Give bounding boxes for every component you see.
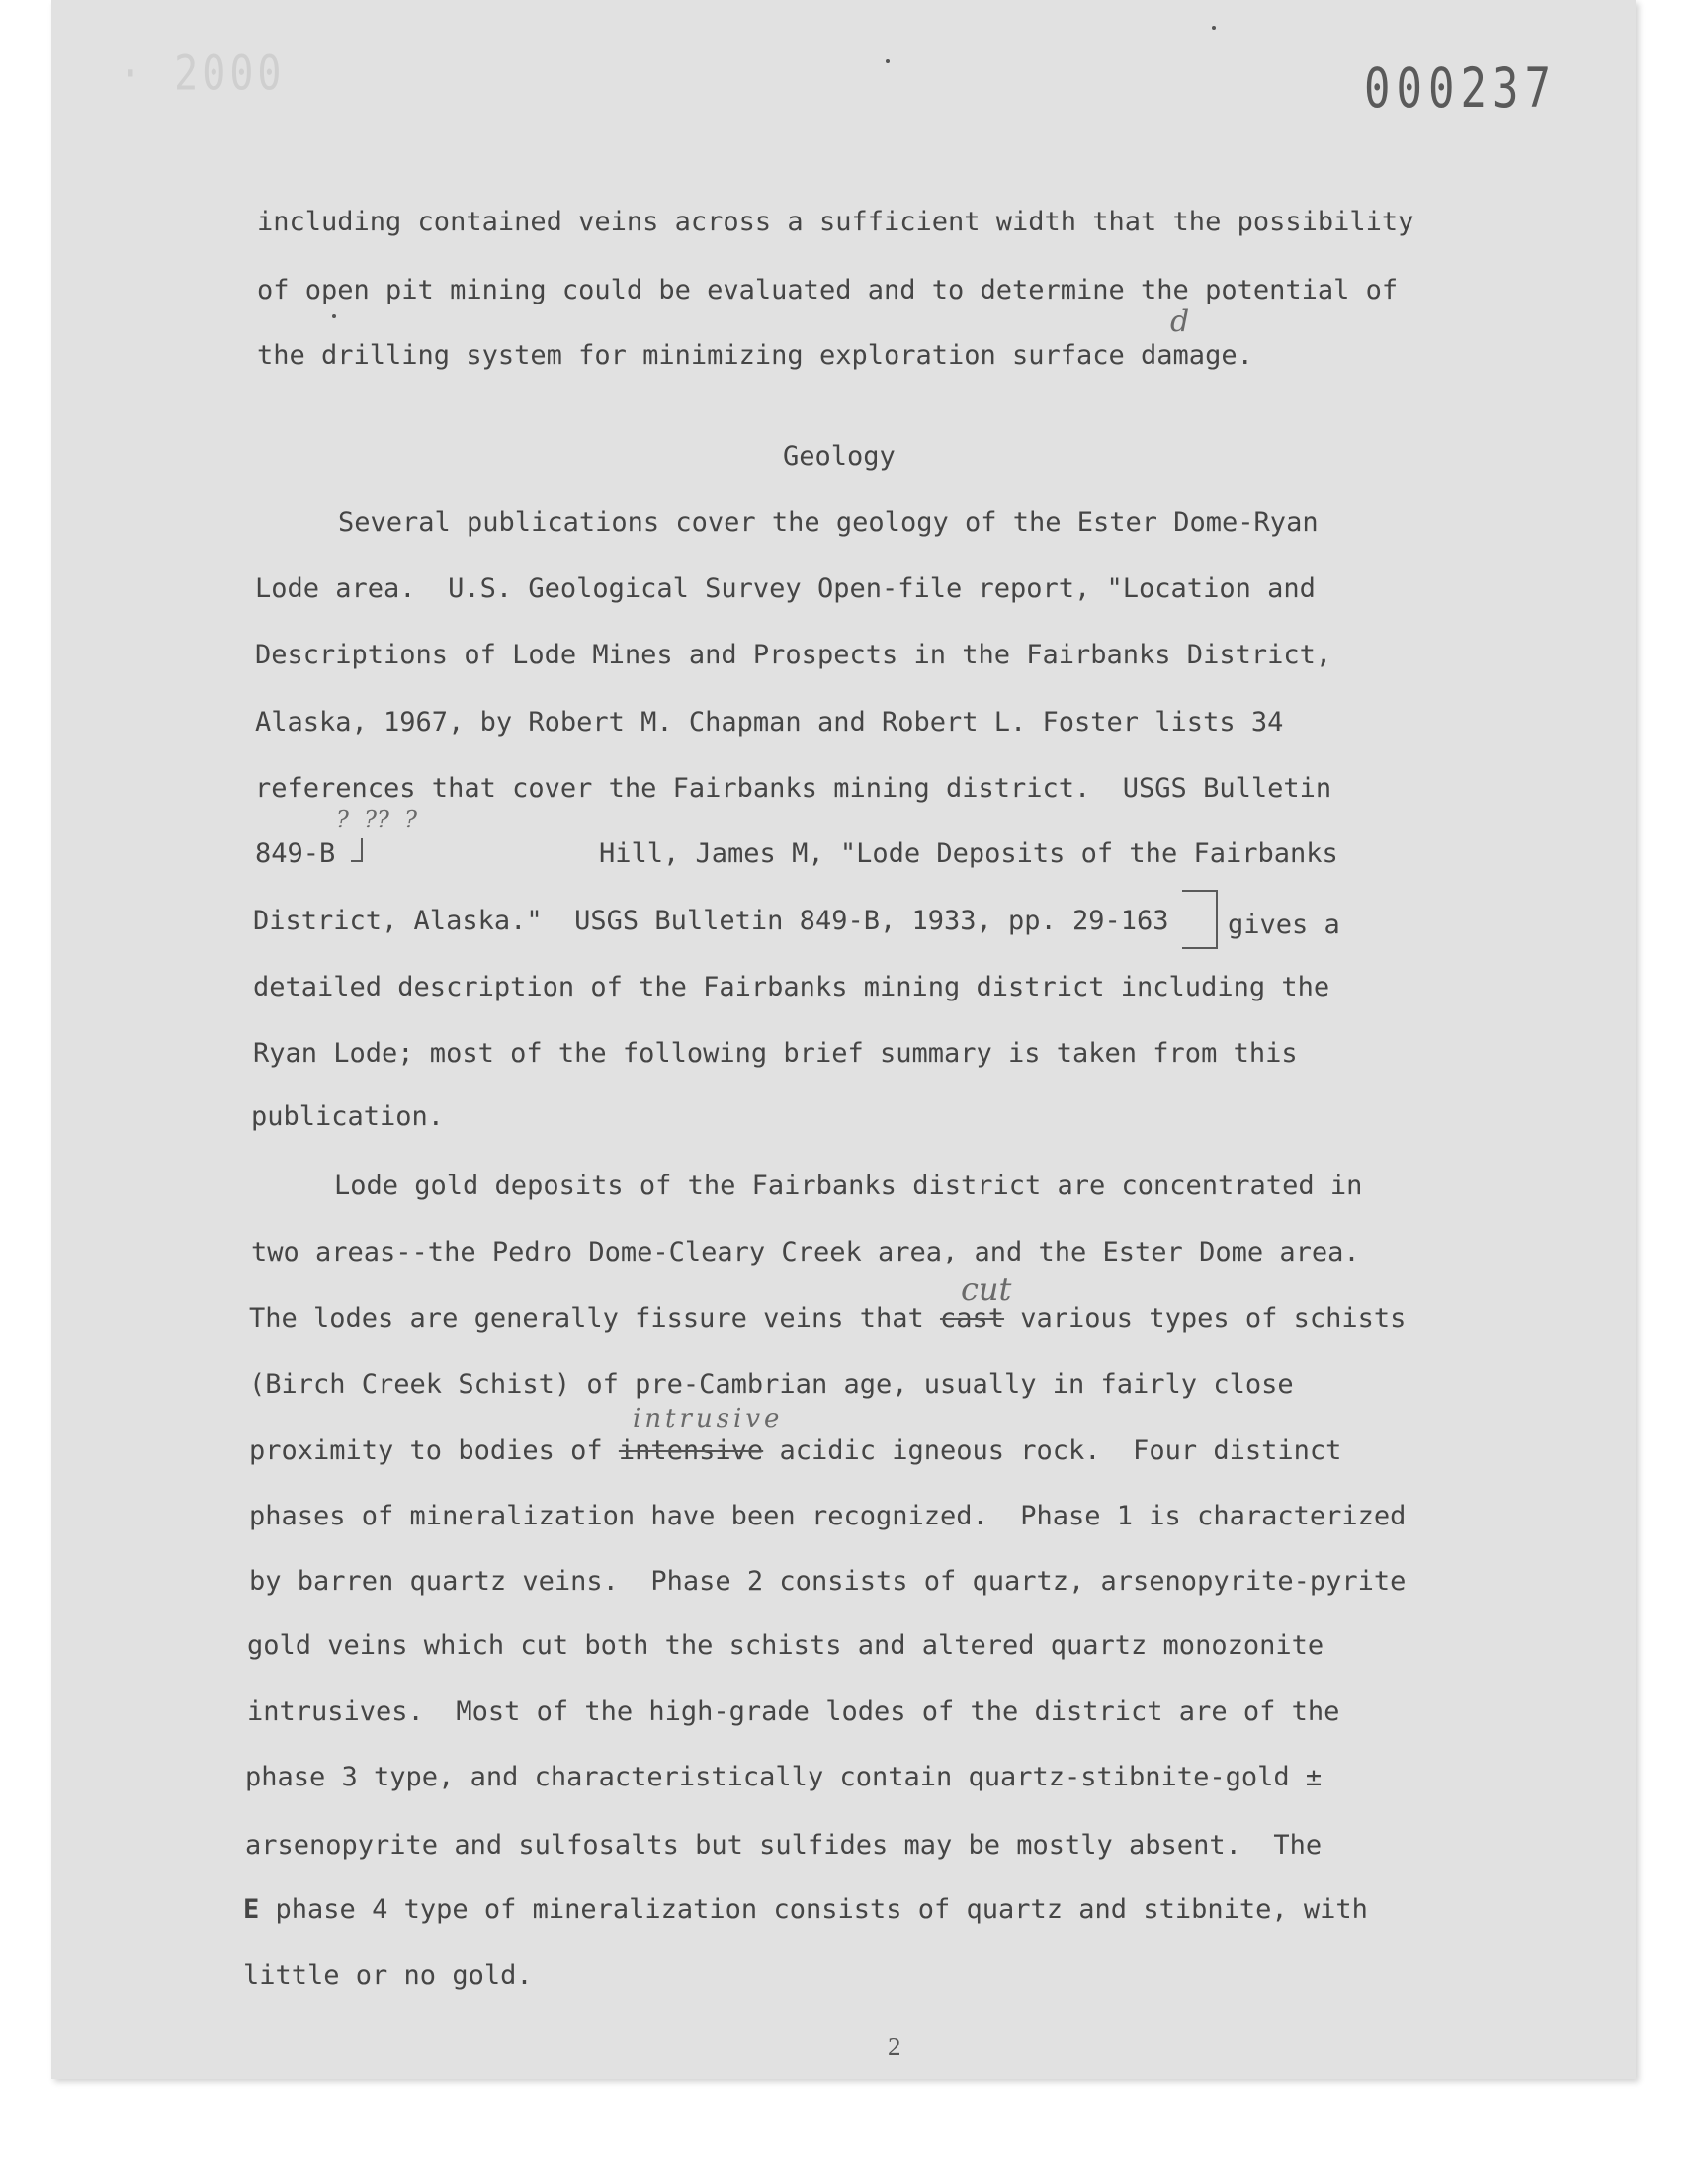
para2-line-5-start: proximity to bodies of [249,1436,619,1466]
para2-line-3-start: The lodes are generally fissure veins that [249,1303,940,1334]
para1-line-3: Descriptions of Lode Mines and Prospects in the Fairbanks District, [255,640,1332,670]
intro-line-1: including contained veins across a sufficient width that the possibility [257,207,1414,237]
para2-line-3 [249,1305,1406,1332]
para1-line-2: Lode area. U.S. Geological Survey Open-file report, "Location and [255,573,1316,604]
para2-line-6: phases of mineralization have been recognized. Phase 1 is characterized [249,1501,1407,1531]
handwritten-correction-intrusive: intrusive [633,1404,784,1434]
overstruck-mark: E [243,1894,260,1925]
para1-line-1: Several publications cover the geology of the Ester Dome-Ryan [338,507,1319,538]
page-number: 2 [888,2032,901,2061]
para2-line-4: (Birch Creek Schist) of pre-Cambrian age, usually in fairly close [249,1369,1294,1400]
para1-line-10: publication. [251,1101,445,1132]
para1-line-8: detailed description of the Fairbanks mining district including the [253,972,1330,1002]
para1-line-4: Alaska, 1967, by Robert M. Chapman and Robert L. Foster lists 34 [255,707,1284,738]
struck-word-intensive: intensive [618,1436,764,1466]
para2-line-3-end: various types of schists [1004,1303,1407,1334]
stamp-number: 000237 [1364,57,1557,121]
bracket-mark-right [1182,890,1218,949]
para1-line-6a: 849-B [255,838,336,869]
section-heading: Geology [783,441,896,472]
para2-line-13: little or no gold. [243,1960,533,1991]
para1-line-5: references that cover the Fairbanks mining district. USGS Bulletin [255,773,1332,804]
para2-line-9: intrusives. Most of the high-grade lodes of the district are of the [247,1696,1340,1727]
para2-line-1: Lode gold deposits of the Fairbanks district are concentrated in [334,1171,1363,1201]
para1-line-7a: District, Alaska." USGS Bulletin 849-B, 1933, pp. 29-163 [253,906,1169,936]
para2-line-2: two areas--the Pedro Dome-Cleary Creek area, and the Ester Dome area. [251,1237,1360,1267]
speck [886,59,890,63]
para2-line-5-end: acidic igneous rock. Four distinct [763,1436,1342,1466]
para2-line-12-text: phase 4 type of mineralization consists of quartz and stibnite, with [275,1894,1368,1925]
struck-word-cast: cast [939,1303,1005,1334]
bracket-mark-left [351,838,363,862]
para2-line-12 [243,1896,1368,1923]
para2-line-10: phase 3 type, and characteristically contain quartz-stibnite-gold ± [245,1762,1323,1792]
handwritten-correction-cut: cut [961,1270,1012,1308]
intro-line-3: the drilling system for minimizing exploration surface damage. [257,340,1253,371]
para2-line-8: gold veins which cut both the schists and altered quartz monozonite [247,1630,1324,1661]
speck [1212,26,1216,30]
para2-line-5 [249,1437,1341,1464]
ghost-stamp-bleedthrough: · 2000 [119,46,286,102]
para1-line-6b: Hill, James M, "Lode Deposits of the Fairbanks [599,838,1338,869]
para2-line-7: by barren quartz veins. Phase 2 consists of quartz, arsenopyrite-pyrite [249,1566,1407,1597]
para2-line-11: arsenopyrite and sulfosalts but sulfides may be mostly absent. The [245,1830,1323,1861]
speck [332,314,336,318]
handwritten-correction-d: d [1170,304,1190,339]
intro-line-2: of open pit mining could be evaluated and to determine the potential of [257,275,1399,305]
handwritten-query-marks: ? ?? ? [336,806,417,833]
para1-line-9: Ryan Lode; most of the following brief summary is taken from this [253,1038,1298,1069]
para1-line-7b: gives a [1228,910,1340,940]
